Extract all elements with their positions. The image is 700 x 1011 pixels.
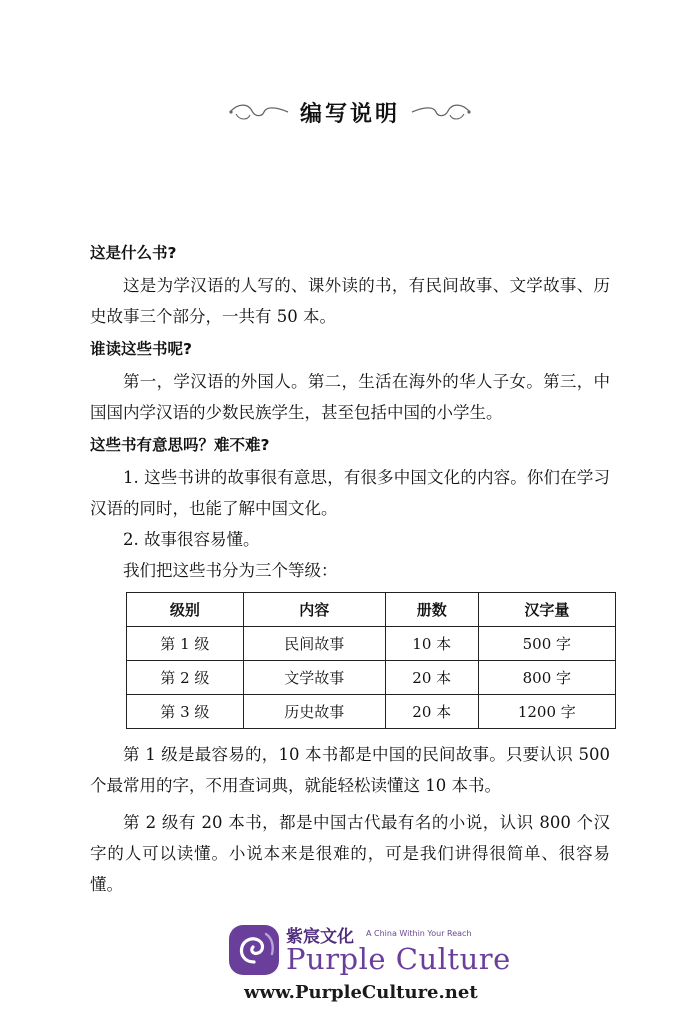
table-cell: 文学故事 — [243, 661, 385, 695]
table-row — [127, 661, 616, 695]
brand-url: www.PurpleCulture.net — [244, 982, 478, 1003]
table-cell: 第 1 级 — [127, 627, 244, 661]
table-row — [127, 627, 616, 661]
paragraph: 1. 这些书讲的故事很有意思，有很多中国文化的内容。你们在学习汉语的同时，也能了解中国文化。 — [90, 468, 610, 518]
brand-tagline: A China Within Your Reach — [366, 929, 472, 938]
body-content — [90, 236, 610, 900]
column-header: 内容 — [243, 593, 385, 627]
paragraph: 第一，学汉语的外国人。第二，生活在海外的华人子女。第三，中国国内学汉语的少数民族学生，甚至包括中国的小学生。 — [90, 372, 610, 422]
section-heading: 这些书有意思吗？难不难? — [90, 436, 270, 454]
paragraph: 第 2 级有 20 本书，都是中国古代最有名的小说，认识 800 个汉字的人可以读懂。小说本来是很难的，可是我们讲得很简单、很容易懂。 — [90, 813, 610, 894]
table-cell: 20 本 — [385, 661, 478, 695]
left-flourish-icon — [228, 101, 290, 123]
section-heading: 谁读这些书呢? — [90, 340, 192, 358]
table-cell: 10 本 — [385, 627, 478, 661]
table-cell: 1200 字 — [478, 695, 615, 729]
paragraph: 这是为学汉语的人写的、课外读的书，有民间故事、文学故事、历史故事三个部分，一共有 50 本。 — [90, 276, 610, 326]
title-bar — [0, 92, 700, 132]
table-cell: 第 2 级 — [127, 661, 244, 695]
table-row — [127, 695, 616, 729]
paragraph: 第 1 级是最容易的，10 本书都是中国的民间故事。只要认识 500 个最常用的字，不用查词典，就能轻松读懂这 10 本书。 — [90, 745, 610, 795]
brand-chinese-name: 紫宸文化 — [286, 927, 354, 947]
brand-english-name: Purple Culture — [286, 942, 511, 976]
table-cell: 历史故事 — [243, 695, 385, 729]
table-cell: 民间故事 — [243, 627, 385, 661]
purple-culture-watermark — [226, 920, 511, 1005]
section-heading: 这是什么书? — [90, 244, 177, 262]
table-cell: 20 本 — [385, 695, 478, 729]
paragraph: 我们把这些书分为三个等级： — [123, 561, 338, 580]
page-title: 编写说明 — [299, 101, 400, 127]
table-cell: 800 字 — [478, 661, 615, 695]
column-header: 汉字量 — [478, 593, 615, 627]
levels-table — [126, 592, 616, 729]
column-header: 册数 — [385, 593, 478, 627]
right-flourish-icon — [410, 101, 472, 123]
table-cell: 第 3 级 — [127, 695, 244, 729]
table-cell: 500 字 — [478, 627, 615, 661]
column-header: 级别 — [127, 593, 244, 627]
paragraph: 2. 故事很容易懂。 — [123, 530, 260, 549]
table-header-row — [127, 593, 616, 627]
swirl-logo-icon — [226, 922, 282, 978]
